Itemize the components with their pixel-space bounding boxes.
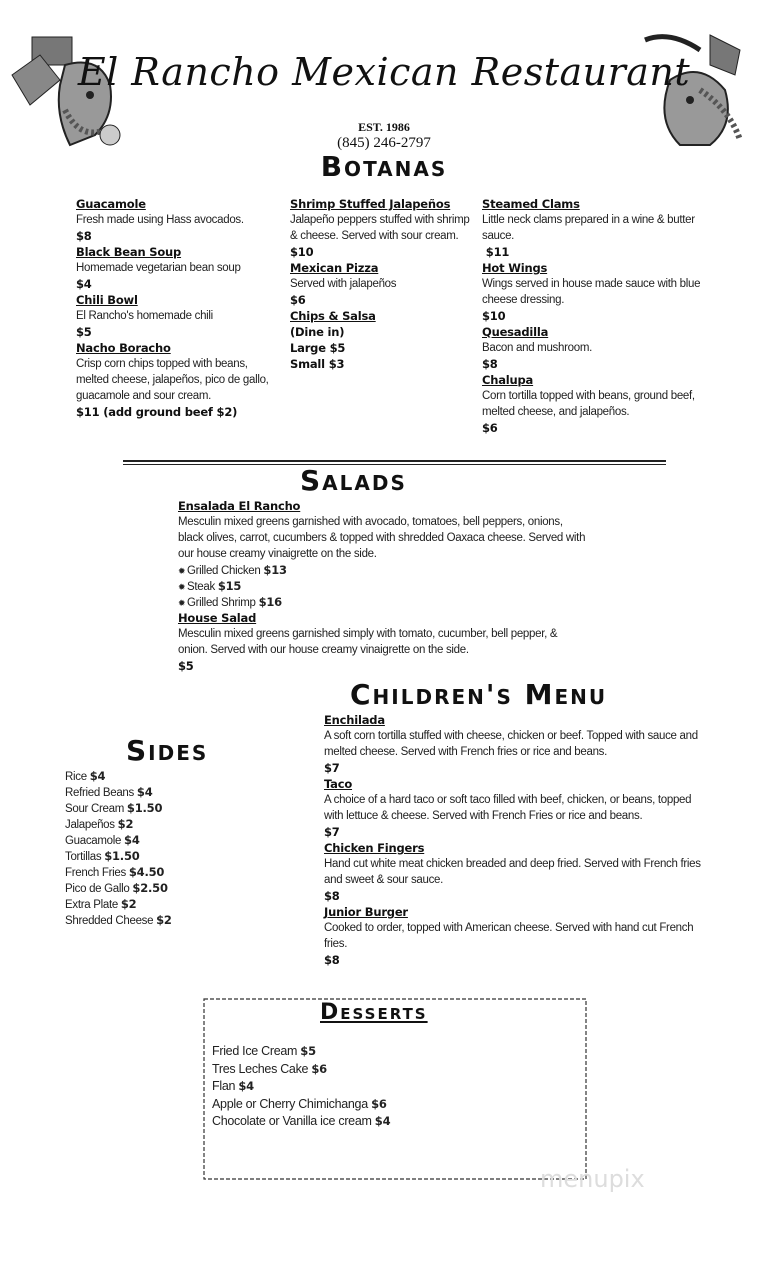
botanas-column-3 xyxy=(482,196,700,436)
item-price: $11 (add ground beef $2) xyxy=(76,405,238,419)
botanas-heading: Botanas xyxy=(320,150,448,183)
item-label: Chocolate or Vanilla ice cream xyxy=(212,1114,372,1128)
item-price: $8 xyxy=(76,229,92,243)
item-price: $4 xyxy=(89,769,106,783)
desserts-heading: Desserts xyxy=(320,1000,428,1025)
option-price: $15 xyxy=(217,579,242,593)
item-description: Served with jalapeños xyxy=(290,278,397,290)
list-item xyxy=(65,880,172,896)
list-item xyxy=(65,848,172,864)
item-price: $4 xyxy=(374,1114,391,1128)
sides-heading: Sides xyxy=(126,734,209,767)
item-description: Little neck clams prepared in a wine & butter xyxy=(482,214,695,226)
item-name: Junior Burger xyxy=(324,905,408,919)
item-price: $10 xyxy=(482,309,506,323)
item-price: $6 xyxy=(290,293,306,307)
item-price: $1.50 xyxy=(126,801,163,815)
option-label: Grilled Shrimp xyxy=(187,597,256,609)
item-label: Fried Ice Cream xyxy=(212,1044,298,1058)
item-price: $6 xyxy=(482,421,498,435)
item-price: $2 xyxy=(120,897,137,911)
item-name: Shrimp Stuffed Jalapeños xyxy=(290,197,451,211)
item-price: $7 xyxy=(324,825,340,839)
salads-heading: Salads xyxy=(300,464,407,497)
item-price: $4 xyxy=(124,833,140,847)
established-year: EST. 1986 xyxy=(358,120,410,134)
item-description: Wings served in house made sauce with blue xyxy=(482,278,701,290)
item-label: Flan xyxy=(212,1079,236,1093)
item-price: $2 xyxy=(117,817,134,831)
item-option xyxy=(178,562,585,578)
menu-item xyxy=(178,610,585,674)
item-name: Chalupa xyxy=(482,373,534,387)
item-description: Mesculin mixed greens garnished simply with tomato, cucumber, bell pepper, & xyxy=(178,628,558,640)
desserts-list xyxy=(212,1043,390,1131)
item-description: Fresh made using Hass avocados. xyxy=(76,214,244,226)
item-price: $4.50 xyxy=(128,865,165,879)
item-name: Chicken Fingers xyxy=(324,841,425,855)
option-label: Steak xyxy=(187,581,215,593)
list-item xyxy=(65,832,172,848)
childrens-menu-heading: Children's Menu xyxy=(350,678,608,711)
item-price: $11 xyxy=(482,245,510,259)
item-price: $2.50 xyxy=(132,881,168,895)
bullet-icon: ✹ xyxy=(178,598,186,608)
option-label: Grilled Chicken xyxy=(187,565,261,577)
item-description: guacamole and sour cream. xyxy=(76,390,212,402)
menu-item xyxy=(290,308,470,372)
menu-item xyxy=(324,776,701,840)
item-option xyxy=(178,594,585,610)
item-price: $7 xyxy=(324,761,340,775)
item-price: $8 xyxy=(482,357,498,371)
item-label: Sour Cream xyxy=(65,803,124,815)
list-item xyxy=(212,1096,390,1114)
item-price: $2 xyxy=(156,913,172,927)
phone-number: (845) 246-2797 xyxy=(337,135,431,151)
menu-item xyxy=(482,260,700,324)
item-price: $5 xyxy=(76,325,92,339)
item-label: Refried Beans xyxy=(65,787,134,799)
item-description: melted cheese, jalapeños, pico de gallo, xyxy=(76,374,269,386)
item-name: Guacamole xyxy=(76,197,146,211)
menu-item xyxy=(76,340,269,420)
item-description: Mesculin mixed greens garnished with avocado, tomatoes, bell peppers, onions, xyxy=(178,516,563,528)
menu-item xyxy=(482,196,700,260)
item-name: Mexican Pizza xyxy=(290,261,379,275)
item-description: Hand cut white meat chicken breaded and deep fried. Served with French fries xyxy=(324,858,701,870)
list-item xyxy=(212,1061,390,1079)
item-description: El Rancho's homemade chili xyxy=(76,310,213,322)
item-price: Small $3 xyxy=(290,357,345,371)
item-description: cheese dressing. xyxy=(482,294,565,306)
item-description: Homemade vegetarian bean soup xyxy=(76,262,241,274)
item-name: Quesadilla xyxy=(482,325,549,339)
item-price: $4 xyxy=(136,785,153,799)
list-item xyxy=(212,1043,390,1061)
menu-item xyxy=(324,712,701,776)
item-description: our house creamy vinaigrette on the side. xyxy=(178,548,377,560)
list-item xyxy=(65,864,172,880)
menu-item xyxy=(76,244,269,292)
item-description: Cooked to order, topped with American cheese. Served with hand cut French xyxy=(324,922,694,934)
item-price: $6 xyxy=(311,1061,327,1076)
option-price: $16 xyxy=(258,595,282,609)
salads-list xyxy=(178,498,585,674)
item-price: $10 xyxy=(290,245,314,259)
menu-item xyxy=(76,292,269,340)
item-price: $4 xyxy=(76,277,92,291)
menu-item xyxy=(290,196,470,260)
item-label: Shredded Cheese xyxy=(65,915,154,927)
list-item xyxy=(65,912,172,928)
item-price: $8 xyxy=(324,953,340,967)
item-description: melted cheese, and jalapeños. xyxy=(482,406,630,418)
item-name: Taco xyxy=(324,777,353,791)
item-label: Apple or Cherry Chimichanga xyxy=(212,1096,368,1111)
item-price: $6 xyxy=(371,1096,387,1111)
list-item xyxy=(212,1078,390,1096)
item-description: Crisp corn chips topped with beans, xyxy=(76,358,248,370)
item-name: Hot Wings xyxy=(482,261,548,275)
bullet-icon: ✹ xyxy=(178,566,186,576)
item-description: Corn tortilla topped with beans, ground beef, xyxy=(482,390,695,402)
menu-item xyxy=(290,260,470,308)
list-item xyxy=(212,1113,390,1131)
item-description: onion. Served with our house creamy vinaigrette on the side. xyxy=(178,644,469,656)
item-description: with lettuce & cheese. Served with French Fries or rice and beans. xyxy=(324,810,643,822)
menu-item xyxy=(482,324,700,372)
item-description: Jalapeño peppers stuffed with shrimp xyxy=(290,214,470,226)
item-name: House Salad xyxy=(178,611,257,625)
item-label: French Fries xyxy=(65,867,126,879)
item-price: $5 xyxy=(300,1044,316,1058)
list-item xyxy=(65,896,172,912)
botanas-column-1 xyxy=(76,196,269,420)
item-price: $4 xyxy=(238,1079,254,1093)
list-item xyxy=(65,816,172,832)
item-name: Enchilada xyxy=(324,713,385,727)
item-description: Bacon and mushroom. xyxy=(482,342,593,354)
item-name: Chili Bowl xyxy=(76,293,138,307)
item-label: Extra Plate xyxy=(65,899,118,911)
bullet-icon: ✹ xyxy=(178,582,186,592)
item-name: Ensalada El Rancho xyxy=(178,499,301,513)
watermark: menupix xyxy=(540,1165,645,1193)
item-description: & cheese. Served with sour cream. xyxy=(290,230,459,242)
item-name: Chips & Salsa xyxy=(290,309,376,323)
item-name: Nacho Boracho xyxy=(76,341,171,355)
item-description: melted cheese. Served with French fries or rice and beans. xyxy=(324,746,608,758)
item-description: black olives, carrot, cucumbers & topped with shredded Oaxaca cheese. Served with xyxy=(178,532,586,544)
menu-item xyxy=(324,840,701,904)
sides-list xyxy=(65,768,172,928)
list-item xyxy=(65,768,172,784)
item-price: (Dine in) xyxy=(290,325,345,339)
item-label: Pico de Gallo xyxy=(65,883,130,895)
list-item xyxy=(65,784,172,800)
item-description: fries. xyxy=(324,938,348,950)
menu-item xyxy=(324,904,701,968)
item-label: Tres Leches Cake xyxy=(212,1061,309,1076)
item-label: Guacamole xyxy=(65,835,122,847)
item-label: Jalapeños xyxy=(65,819,115,831)
item-price: $5 xyxy=(178,659,194,673)
item-label: Rice xyxy=(65,771,87,783)
option-price: $13 xyxy=(263,563,287,577)
list-item xyxy=(65,800,172,816)
item-price: Large $5 xyxy=(290,341,346,355)
item-price: $1.50 xyxy=(104,849,140,863)
item-option xyxy=(178,578,585,594)
item-name: Steamed Clams xyxy=(482,197,580,211)
menu-item xyxy=(178,498,585,610)
item-name: Black Bean Soup xyxy=(76,245,182,259)
menu-item xyxy=(76,196,269,244)
botanas-column-2 xyxy=(290,196,470,372)
item-price: $8 xyxy=(324,889,340,903)
item-description: sauce. xyxy=(482,230,515,242)
item-description: A soft corn tortilla stuffed with cheese, chicken or beef. Topped with sauce and xyxy=(324,730,698,742)
item-label: Tortillas xyxy=(65,851,102,863)
restaurant-name: El Rancho Mexican Restaurant xyxy=(77,50,691,94)
childrens-menu-list xyxy=(324,712,701,968)
item-description: and sweet & sour sauce. xyxy=(324,874,444,886)
item-description: A choice of a hard taco or soft taco filled with beef, chicken, or beans, topped xyxy=(324,794,692,806)
menu-item xyxy=(482,372,700,436)
